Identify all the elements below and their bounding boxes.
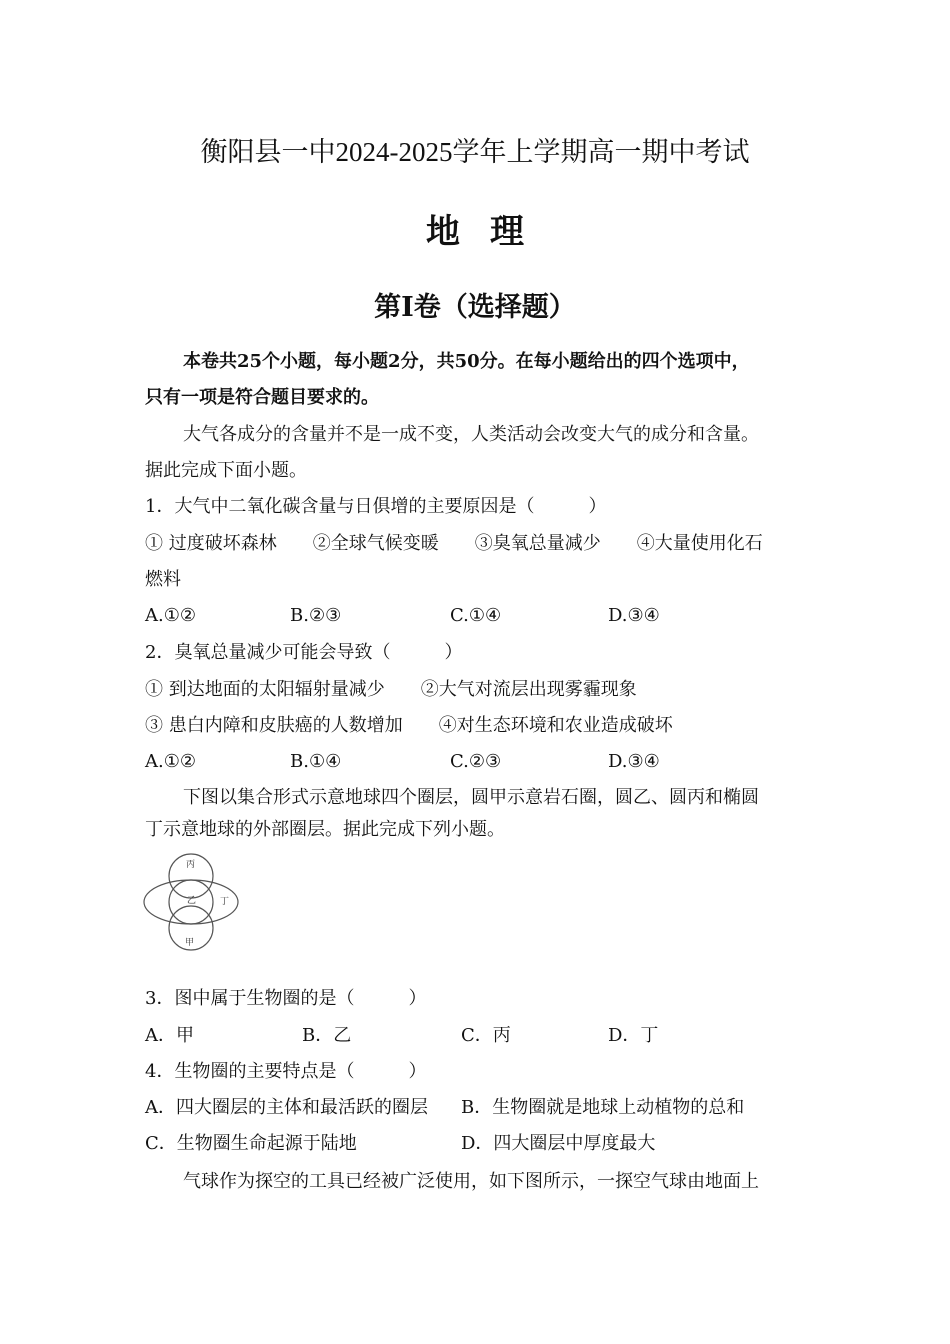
question-1-stem: 1．大气中二氧化碳含量与日俱增的主要原因是（ ） (145, 496, 607, 517)
question-3-stem: 3．图中属于生物圈的是（ ） (145, 988, 427, 1009)
question-2-items-line-2: ③ 患白内障和皮肤癌的人数增加 ④对生态环境和农业造成破坏 (145, 715, 673, 736)
label-ding: 丁 (220, 897, 230, 907)
passage-1-line-2: 据此完成下面小题。 (145, 460, 307, 481)
question-4-option-b[interactable]: B．生物圈就是地球上动植物的总和 (461, 1097, 745, 1118)
question-1-option-b[interactable]: B.②③ (290, 605, 342, 626)
passage-2-line-2: 丁示意地球的外部圈层。据此完成下列小题。 (145, 819, 505, 840)
exam-title: 衡阳县一中2024-2025学年上学期高一期中考试 (200, 137, 750, 167)
passage-1-line-1: 大气各成分的含量并不是一成不变，人类活动会改变大气的成分和含量。 (183, 424, 759, 445)
question-2-option-a[interactable]: A.①② (145, 751, 196, 772)
subject-title: 地理 (426, 212, 554, 252)
passage-3-line-1: 气球作为探空的工具已经被广泛使用，如下图所示，一探空气球由地面上 (183, 1171, 759, 1192)
section-title: 第Ⅰ卷（选择题） (374, 292, 576, 323)
question-1-option-d[interactable]: D.③④ (608, 605, 660, 626)
question-3-option-c[interactable]: C．丙 (461, 1025, 511, 1046)
question-3-option-d[interactable]: D．丁 (608, 1025, 659, 1046)
passage-2-line-1: 下图以集合形式示意地球四个圈层，圆甲示意岩石圈，圆乙、圆丙和椭圆 (183, 787, 759, 808)
label-jia: 甲 (185, 938, 195, 948)
label-yi: 乙 (187, 896, 197, 906)
question-1-items-line-2: 燃料 (145, 569, 181, 590)
earth-spheres-diagram (140, 848, 245, 956)
question-1-items-line-1: ① 过度破坏森林 ②全球气候变暖 ③臭氧总量减少 ④大量使用化石 (145, 533, 763, 554)
question-4-option-a[interactable]: A．四大圈层的主体和最活跃的圈层 (145, 1097, 428, 1118)
question-4-option-d[interactable]: D．四大圈层中厚度最大 (461, 1133, 656, 1154)
question-2-option-b[interactable]: B.①④ (290, 751, 342, 772)
question-1-option-c[interactable]: C.①④ (450, 605, 502, 626)
question-2-items-line-1: ① 到达地面的太阳辐射量减少 ②大气对流层出现雾霾现象 (145, 679, 637, 700)
question-1-option-a[interactable]: A.①② (145, 605, 196, 626)
question-2-option-c[interactable]: C.②③ (450, 751, 502, 772)
question-3-option-b[interactable]: B．乙 (302, 1025, 352, 1046)
question-2-stem: 2．臭氧总量减少可能会导致（ ） (145, 642, 463, 663)
instructions-line-2: 只有一项是符合题目要求的。 (145, 387, 379, 408)
question-2-option-d[interactable]: D.③④ (608, 751, 660, 772)
question-3-option-a[interactable]: A．甲 (145, 1025, 194, 1046)
instructions-line-1: 本卷共25个小题，每小题2分，共50分。在每小题给出的四个选项中， (183, 351, 750, 372)
question-4-option-c[interactable]: C．生物圈生命起源于陆地 (145, 1133, 357, 1154)
question-4-stem: 4．生物圈的主要特点是（ ） (145, 1061, 427, 1082)
label-bing: 丙 (186, 860, 196, 870)
